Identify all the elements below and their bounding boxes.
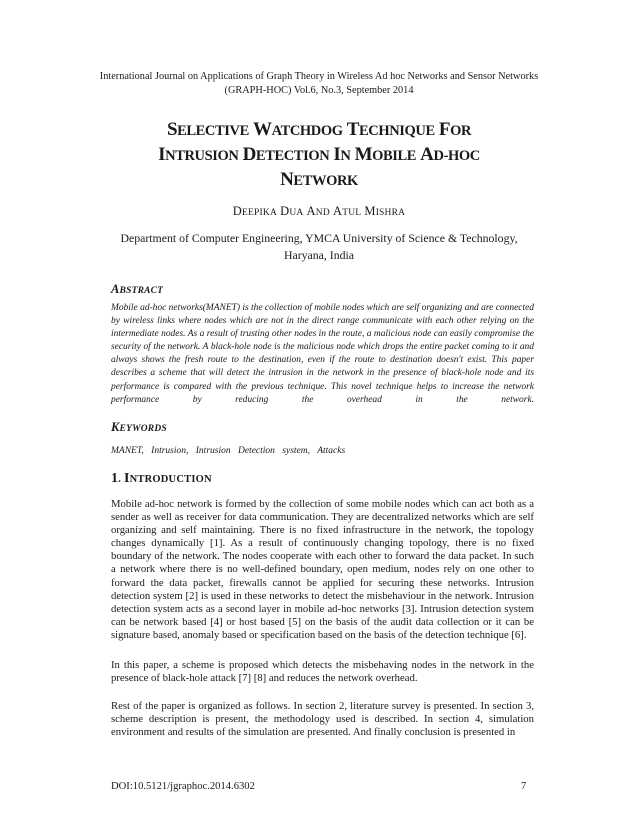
journal-header-line2: (GRAPH-HOC) Vol.6, No.3, September 2014	[224, 85, 414, 96]
keywords-text: MANET, Intrusion, Intrusion Detection system, Attacks	[111, 446, 346, 456]
page-number: 7	[521, 781, 527, 792]
journal-header-line1: International Journal on Applications of Graph Theory in Wireless Ad hoc Networks and Sensor Networks	[99, 71, 539, 82]
affiliation	[95, 230, 543, 264]
keywords-heading: KEYWORDS	[111, 420, 167, 434]
intro-paragraph-2: In this paper, a scheme is proposed which detects the misbehaving nodes in the network in the presence of black-hole attack [7] [8] and reduces the network overhead.	[111, 659, 534, 685]
abstract-text: Mobile ad-hoc networks(MANET) is the collection of mobile nodes which are self organizing and are connected by wireless links where nodes which are not in the direct range communicate with each other relying on the intermediate nodes. As a result of trusting other nodes in the route, a malicious node can easily compromise the security of the network. A black-hole node is the malicious node which drops the entire packet coming to it and always shows the fresh route to the destination, even if the route to destination doesn't exist. This paper describes a scheme that will detect the intrusion in the network in the presence of black-hole node and its performance is compared with the previous technique. This novel technique helps to increase the network performance by reducing the overhead in the network.	[111, 303, 534, 405]
title-line1: SELECTIVE WATCHDOG TECHNIQUE FOR	[166, 119, 472, 140]
affiliation-line2: Haryana, India	[283, 248, 355, 262]
intro-paragraph-1: Mobile ad-hoc network is formed by the collection of some mobile nodes which can act both as a sender as well as receiver for data communication. They are decentralized networks which are self organizing and self maintaining. There is no fixed infrastructure in the network, the topology changes dynamically [1]. As a result of continuously changing topology, there is no fixed boundary of the network. The nodes cooperate with each other to forward the data packet. In such a network where there is no well-defined boundary, open medium, nodes rely on one other to forward the data packet, firewalls cannot be applied for securing these networks. Intrusion detection system [2] is used in these networks to detect the misbehaviour in the network. Intrusion detection system acts as a second layer in mobile ad-hoc networks [3]. Intrusion detection system can be network based [4] or host based [5] on the basis of the audit data collection or it can be signature based, anomaly based or specification based on the basis of the detection technique [6].	[111, 498, 534, 641]
abstract-heading: ABSTRACT	[111, 282, 164, 296]
intro-paragraph-3: Rest of the paper is organized as follows. In section 2, literature survey is presented. In section 3, scheme description is present, the methodology used is described. In section 4, simulation environment and results of the simulation are presented. And finally conclusion is presented in	[111, 700, 534, 739]
affiliation-line1: Department of Computer Engineering, YMCA University of Science & Technology,	[120, 231, 518, 245]
introduction-heading: 1. INTRODUCTION	[111, 471, 212, 486]
doi-footer: DOI:10.5121/jgraphoc.2014.6302	[111, 781, 255, 792]
title-line2: INTRUSION DETECTION IN MOBILE AD-HOC	[158, 144, 480, 165]
title-line3: NETWORK	[280, 169, 358, 190]
paper-title	[70, 118, 568, 193]
authors: DEEPIKA DUA AND ATUL MISHRA	[232, 204, 406, 218]
